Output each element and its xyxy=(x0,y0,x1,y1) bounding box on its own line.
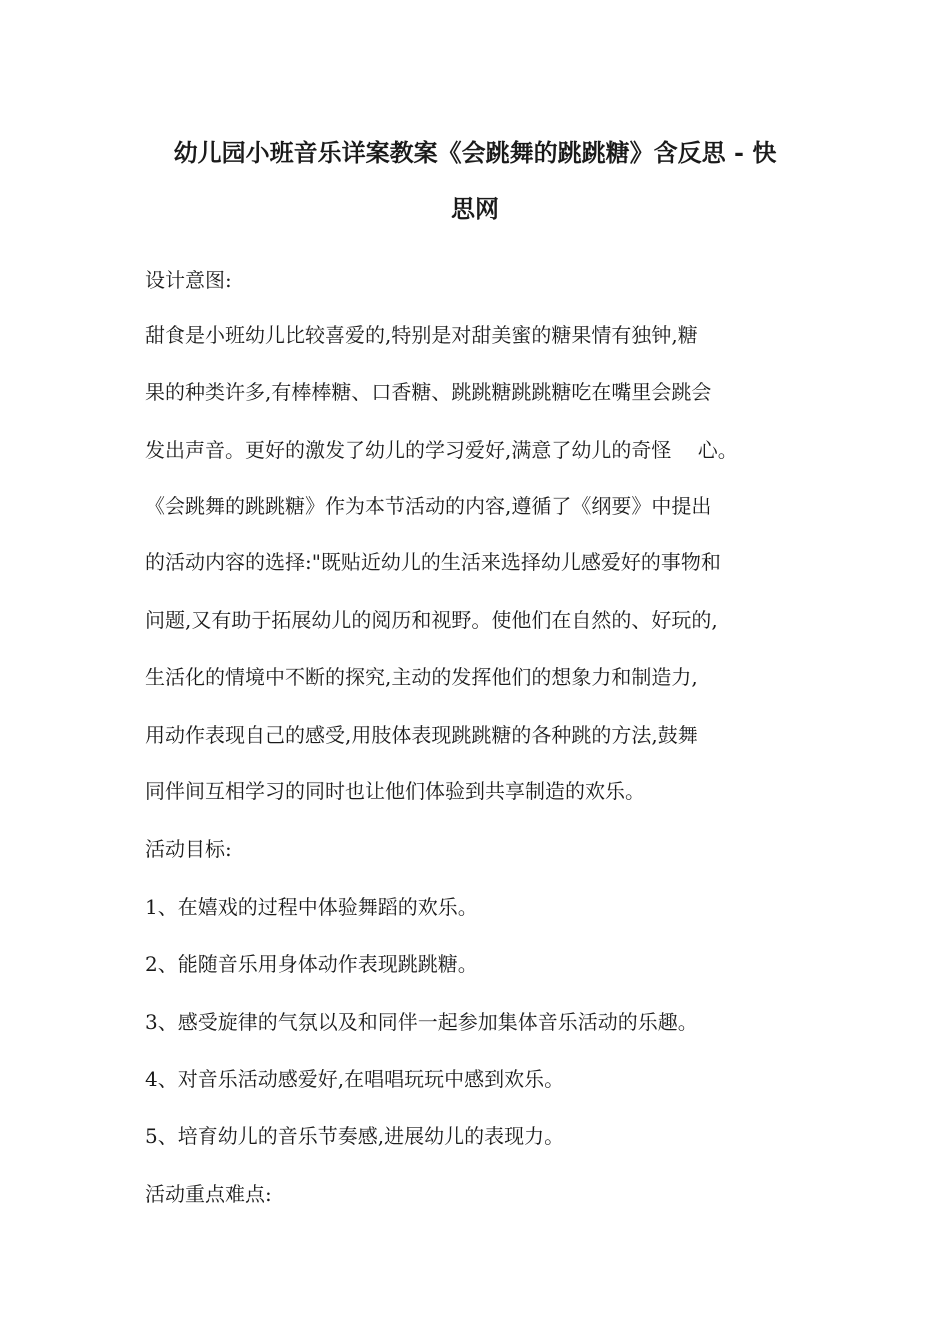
activity-goal-item: 3、感受旋律的气氛以及和同伴一起参加集体音乐活动的乐趣。 xyxy=(145,1010,698,1034)
design-intent-line: 的活动内容的选择:"既贴近幼儿的生活来选择幼儿感爱好的事物和 xyxy=(145,550,721,574)
key-points-heading: 活动重点难点: xyxy=(145,1182,272,1206)
document-title-line-2: 思网 xyxy=(451,194,499,223)
design-intent-line: 甜食是小班幼儿比较喜爱的,特别是对甜美蜜的糖果情有独钟,糖 xyxy=(145,323,698,347)
design-intent-line: 《会跳舞的跳跳糖》作为本节活动的内容,遵循了《纲要》中提出 xyxy=(145,494,712,518)
design-intent-line: 发出声音。更好的激发了幼儿的学习爱好,满意了幼儿的奇怪 心。 xyxy=(145,438,738,462)
activity-goals-heading: 活动目标: xyxy=(145,837,232,861)
activity-goal-item: 5、培育幼儿的音乐节奏感,进展幼儿的表现力。 xyxy=(145,1124,565,1148)
activity-goal-item: 1、在嬉戏的过程中体验舞蹈的欢乐。 xyxy=(145,895,478,919)
design-intent-heading: 设计意图: xyxy=(145,268,232,292)
design-intent-line: 同伴间互相学习的同时也让他们体验到共享制造的欢乐。 xyxy=(145,779,645,803)
activity-goal-item: 4、对音乐活动感爱好,在唱唱玩玩中感到欢乐。 xyxy=(145,1067,565,1091)
design-intent-line: 用动作表现自己的感受,用肢体表现跳跳糖的各种跳的方法,鼓舞 xyxy=(145,723,698,747)
activity-goal-item: 2、能随音乐用身体动作表现跳跳糖。 xyxy=(145,952,478,976)
design-intent-line: 果的种类许多,有棒棒糖、口香糖、跳跳糖跳跳糖吃在嘴里会跳会 xyxy=(145,380,712,404)
document-title-line-1: 幼儿园小班音乐详案教案《会跳舞的跳跳糖》含反思 - 快 xyxy=(173,138,777,167)
design-intent-line: 生活化的情境中不断的探究,主动的发挥他们的想象力和制造力, xyxy=(145,665,698,689)
design-intent-line: 问题,又有助于拓展幼儿的阅历和视野。使他们在自然的、好玩的, xyxy=(145,608,718,632)
